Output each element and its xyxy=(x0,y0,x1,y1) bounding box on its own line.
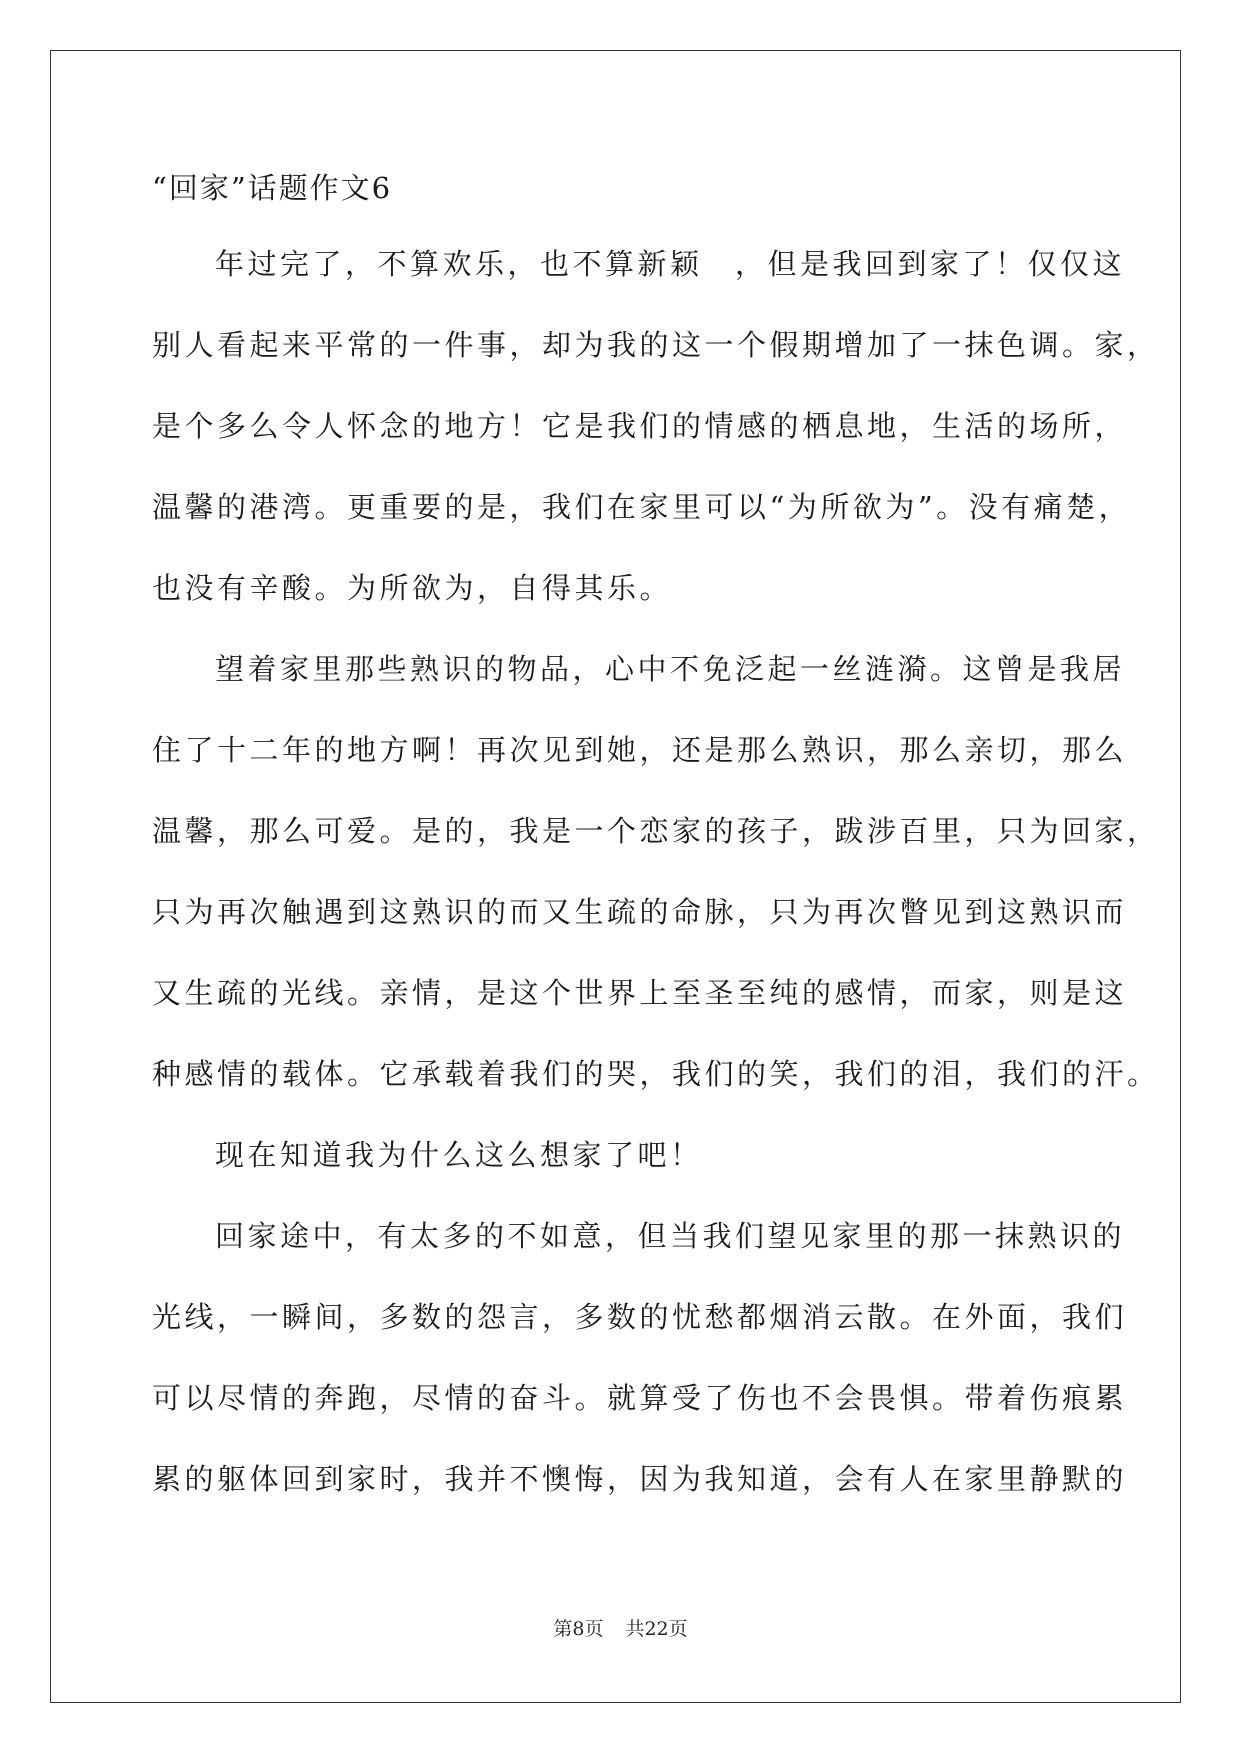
page-number: 第8页 xyxy=(553,1618,604,1640)
document-title: “回家”话题作文6 xyxy=(152,171,393,205)
text-line: 是个多么令人怀念的地方！它是我们的情感的栖息地，生活的场所， xyxy=(152,409,1128,443)
text-line: 只为再次触遇到这熟识的而又生疏的命脉，只为再次瞥见到这熟识而 xyxy=(152,895,1128,929)
text-line: 温馨的港湾。更重要的是，我们在家里可以“为所欲为”。没有痛楚， xyxy=(152,490,1132,524)
text-line: 种感情的载体。它承载着我们的哭，我们的笑，我们的泪，我们的汗。 xyxy=(152,1057,1160,1091)
text-line: 也没有辛酸。为所欲为，自得其乐。 xyxy=(152,571,673,605)
paragraph-lines xyxy=(152,244,1160,1540)
document-body xyxy=(152,168,1160,1540)
text-line: 又生疏的光线。亲情，是这个世界上至圣至纯的感情，而家，则是这 xyxy=(152,976,1128,1010)
text-line: 光线，一瞬间，多数的怨言，多数的忧愁都烟消云散。在外面，我们 xyxy=(152,1300,1128,1334)
page-footer xyxy=(0,1617,1241,1641)
text-line: 温馨，那么可爱。是的，我是一个恋家的孩子，跋涉百里，只为回家， xyxy=(152,814,1160,848)
page-total: 共22页 xyxy=(625,1618,688,1640)
text-line: 累的躯体回到家时，我并不懊悔，因为我知道，会有人在家里静默的 xyxy=(152,1462,1128,1496)
text-line: 回家途中，有太多的不如意，但当我们望见家里的那一抹熟识的 xyxy=(215,1219,1126,1253)
text-line: 住了十二年的地方啊！再次见到她，还是那么熟识，那么亲切，那么 xyxy=(152,733,1128,767)
text-line: 望着家里那些熟识的物品，心中不免泛起一丝涟漪。这曾是我居 xyxy=(215,652,1126,686)
text-line: 现在知道我为什么这么想家了吧！ xyxy=(215,1138,703,1172)
text-line: 年过完了，不算欢乐，也不算新颖 ，但是我回到家了！仅仅这 xyxy=(215,247,1126,281)
text-line: 可以尽情的奔跑，尽情的奋斗。就算受了伤也不会畏惧。带着伤痕累 xyxy=(152,1381,1128,1415)
text-line: 别人看起来平常的一件事，却为我的这一个假期增加了一抹色调。家， xyxy=(152,328,1160,362)
